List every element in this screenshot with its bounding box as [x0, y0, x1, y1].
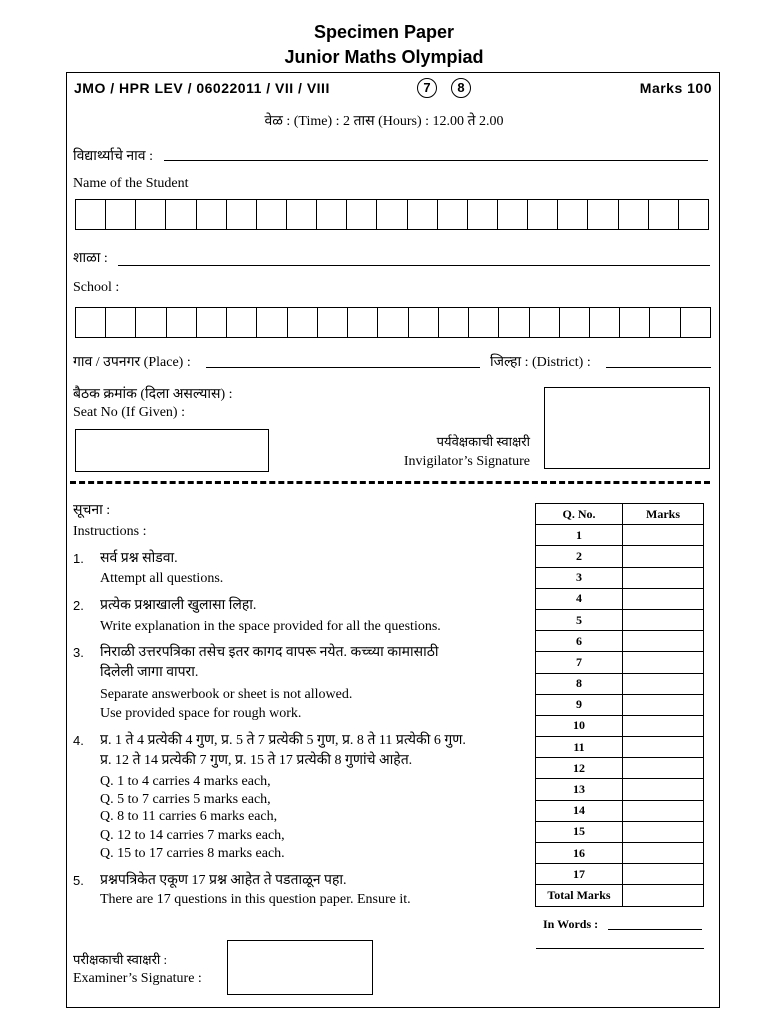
instruction-1-en: Attempt all questions. [100, 571, 224, 586]
total-marks-cell[interactable] [623, 885, 704, 906]
school-en-label: School : [73, 280, 120, 295]
instruction-4-mr: प्र. 1 ते 4 प्रत्येकी 4 गुण, प्र. 5 ते 7 प्रत्येकी 5 गुण, प्र. 8 ते 11 प्रत्येकी 6 गुण. [100, 733, 466, 748]
seat-no-en-label: Seat No (If Given) : [73, 405, 185, 420]
question-number: 10 [536, 715, 623, 736]
invigilator-signature-en-label: Invigilator’s Signature [403, 454, 530, 469]
table-row [536, 525, 704, 546]
instruction-1-mr: सर्व प्रश्न सोडवा. [100, 551, 178, 566]
seat-no-mr-label: बैठक क्रमांक (दिला असल्यास) : [73, 387, 233, 402]
instruction-number: 5. [73, 873, 84, 888]
table-row [536, 864, 704, 885]
table-row [536, 546, 704, 567]
instruction-number: 4. [73, 733, 84, 748]
examiner-signature-mr-label: परीक्षकाची स्वाक्षरी : [73, 952, 168, 967]
marks-cell[interactable] [623, 843, 704, 864]
instruction-4-en-line1: Q. 1 to 4 carries 4 marks each, [100, 774, 271, 789]
question-number: 14 [536, 800, 623, 821]
table-row [536, 609, 704, 630]
marks-cell[interactable] [623, 673, 704, 694]
marks-cell[interactable] [623, 758, 704, 779]
question-number-header: Q. No. [536, 504, 623, 525]
total-marks-row [536, 885, 704, 906]
cut-line-divider [70, 481, 710, 484]
question-number: 12 [536, 758, 623, 779]
marks-table-header [536, 504, 704, 525]
table-row [536, 821, 704, 842]
examiner-signature-en-label: Examiner’s Signature : [73, 971, 202, 986]
question-number: 13 [536, 779, 623, 800]
standard-7-badge: 7 [417, 78, 437, 98]
instruction-4-mr-cont: प्र. 12 ते 14 प्रत्येकी 7 गुण, प्र. 15 ते 17 प्रत्येकी 8 गुणांचे आहेत. [100, 753, 413, 768]
student-name-mr-label: विद्यार्थ्याचे नाव : [73, 149, 153, 164]
in-words-line-2[interactable] [536, 948, 704, 949]
title-specimen-paper: Specimen Paper [313, 22, 455, 42]
invigilator-signature-mr-label: पर्यवेक्षकाची स्वाक्षरी [436, 434, 530, 449]
table-row [536, 652, 704, 673]
standard-8-badge: 8 [451, 78, 471, 98]
table-row [536, 588, 704, 609]
in-words-label: In Words : [543, 917, 599, 931]
instruction-5-en: There are 17 questions in this question paper. Ensure it. [100, 892, 411, 907]
table-row [536, 737, 704, 758]
instruction-number: 3. [73, 645, 84, 660]
marks-cell[interactable] [623, 567, 704, 588]
school-boxes[interactable] [75, 307, 711, 338]
marks-cell[interactable] [623, 588, 704, 609]
table-row [536, 631, 704, 652]
examiner-signature-box[interactable] [227, 940, 373, 995]
instruction-4-en-line2: Q. 5 to 7 carries 5 marks each, [100, 792, 271, 807]
instructions-heading-mr: सूचना : [73, 503, 111, 518]
question-number: 5 [536, 609, 623, 630]
instructions-heading-en: Instructions : [73, 524, 147, 539]
table-row [536, 715, 704, 736]
table-row [536, 779, 704, 800]
instruction-2-mr: प्रत्येक प्रश्नाखाली खुलासा लिहा. [100, 598, 257, 613]
question-number: 8 [536, 673, 623, 694]
marks-cell[interactable] [623, 864, 704, 885]
table-row [536, 673, 704, 694]
question-number: 9 [536, 694, 623, 715]
instruction-3-mr: निराळी उत्तरपत्रिका तसेच इतर कागद वापरू नयेत. कच्च्या कामासाठी [100, 645, 439, 660]
question-number: 4 [536, 588, 623, 609]
question-number: 2 [536, 546, 623, 567]
marks-cell[interactable] [623, 609, 704, 630]
table-row [536, 694, 704, 715]
standard-badges [417, 78, 471, 98]
instruction-number: 1. [73, 551, 84, 566]
table-row [536, 843, 704, 864]
instruction-4-en-line4: Q. 12 to 14 carries 7 marks each, [100, 828, 285, 843]
table-row [536, 567, 704, 588]
marks-table [535, 503, 704, 907]
marks-cell[interactable] [623, 737, 704, 758]
marks-cell[interactable] [623, 715, 704, 736]
place-line[interactable] [206, 367, 480, 368]
in-words-line[interactable] [608, 929, 702, 930]
student-name-en-label: Name of the Student [73, 176, 189, 191]
invigilator-signature-box[interactable] [544, 387, 710, 469]
paper-code: JMO / HPR LEV / 06022011 / VII / VIII [74, 80, 330, 96]
instruction-3-mr-cont: दिलेली जागा वापरा. [100, 665, 199, 680]
marks-cell[interactable] [623, 525, 704, 546]
instruction-3-en-line1: Separate answerbook or sheet is not allowed. [100, 687, 353, 702]
question-number: 15 [536, 821, 623, 842]
student-name-mr-line[interactable] [164, 160, 708, 161]
marks-header: Marks [623, 504, 704, 525]
district-label: जिल्हा : (District) : [490, 355, 591, 370]
marks-cell[interactable] [623, 652, 704, 673]
school-mr-line[interactable] [118, 265, 710, 266]
instruction-5-mr: प्रश्नपत्रिकेत एकूण 17 प्रश्न आहेत ते पडताळून पहा. [100, 873, 347, 888]
marks-cell[interactable] [623, 546, 704, 567]
instruction-4-en-line5: Q. 15 to 17 carries 8 marks each. [100, 846, 285, 861]
table-row [536, 758, 704, 779]
table-row [536, 800, 704, 821]
question-number: 17 [536, 864, 623, 885]
total-marks-label: Total Marks [536, 885, 623, 906]
marks-cell[interactable] [623, 800, 704, 821]
school-mr-label: शाळा : [73, 251, 108, 266]
seat-no-box[interactable] [75, 429, 269, 472]
instruction-3-en-line2: Use provided space for rough work. [100, 706, 302, 721]
marks-cell[interactable] [623, 779, 704, 800]
title-junior-maths-olympiad: Junior Maths Olympiad [284, 47, 484, 67]
instruction-number: 2. [73, 598, 84, 613]
marks-cell[interactable] [623, 821, 704, 842]
instruction-2-en: Write explanation in the space provided for all the questions. [100, 619, 441, 634]
marks-cell[interactable] [623, 694, 704, 715]
question-number: 6 [536, 631, 623, 652]
exam-time: वेळ : (Time) : 2 तास (Hours) : 12.00 ते 2.00 [264, 114, 504, 129]
question-number: 1 [536, 525, 623, 546]
student-name-boxes[interactable] [75, 199, 709, 230]
instruction-4-en-line3: Q. 8 to 11 carries 6 marks each, [100, 809, 278, 824]
marks-cell[interactable] [623, 631, 704, 652]
question-number: 11 [536, 737, 623, 758]
place-label: गाव / उपनगर (Place) : [73, 355, 191, 370]
question-number: 7 [536, 652, 623, 673]
total-marks-label: Marks 100 [639, 80, 712, 96]
question-number: 16 [536, 843, 623, 864]
district-line[interactable] [606, 367, 711, 368]
question-number: 3 [536, 567, 623, 588]
